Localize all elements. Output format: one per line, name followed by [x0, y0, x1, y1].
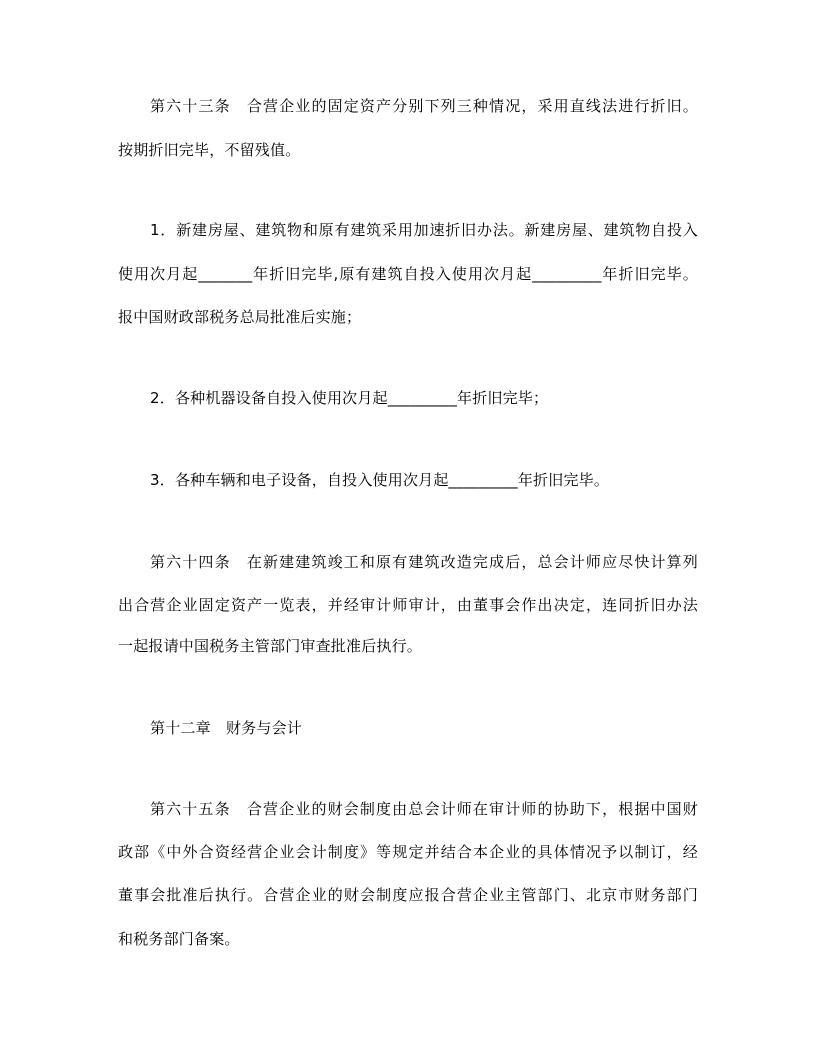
article-63-line-2: 按期折旧完毕，不留残值。	[118, 141, 301, 159]
article-65-line-1: 第六十五条 合营企业的财会制度由总会计师在审计师的协助下，根据中国财	[150, 800, 698, 818]
chapter-12-title: 第十二章 财务与会计	[150, 719, 303, 737]
article-64-line-3: 一起报请中国税务主管部门审查批准后执行。	[118, 637, 423, 655]
article-63-line-1: 第六十三条 合营企业的固定资产分别下列三种情况，采用直线法进行折旧。	[150, 97, 698, 115]
article-65-line-3: 董事会批准后执行。合营企业的财会制度应报合营企业主管部门、北京市财务部门	[118, 886, 698, 904]
item-1-line-3: 报中国财政部税务总局批准后实施；	[118, 308, 362, 326]
article-64-line-1: 第六十四条 在新建建筑竣工和原有建筑改造完成后，总会计师应尽快计算列	[150, 553, 698, 571]
article-65-line-2: 政部《中外合资经营企业会计制度》等规定并结合本企业的具体情况予以制订，经	[118, 843, 698, 861]
item-1-line-1: 1．新建房屋、建筑物和原有建筑采用加速折旧办法。新建房屋、建筑物自投入	[150, 221, 698, 239]
item-1-line-2: 使用次月起_______年折旧完毕,原有建筑自投入使用次月起_________年折旧完毕。	[118, 265, 698, 283]
item-2-line-1: 2．各种机器设备自投入使用次月起_________年折旧完毕；	[150, 389, 549, 407]
item-3-line-1: 3．各种车辆和电子设备，自投入使用次月起_________年折旧完毕。	[150, 471, 610, 489]
article-64-line-2: 出合营企业固定资产一览表，并经审计师审计，由董事会作出决定，连同折旧办法	[118, 596, 698, 614]
article-65-line-4: 和税务部门备案。	[118, 930, 240, 948]
